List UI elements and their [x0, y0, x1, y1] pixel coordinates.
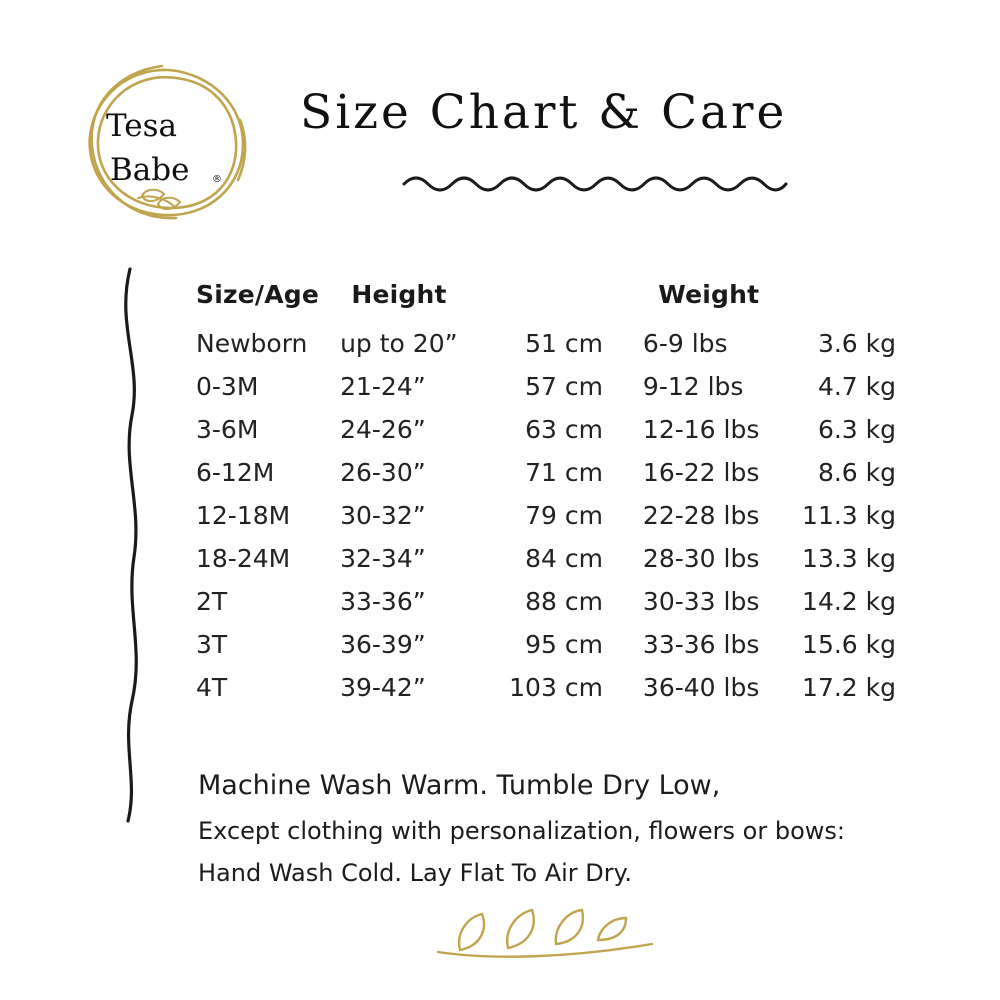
cell-weight-lb: 6-9 lbs — [642, 329, 728, 358]
cell-height-in: 26-30” — [340, 458, 426, 487]
cell-size: 3-6M — [196, 415, 259, 444]
cell-weight-lb: 9-12 lbs — [642, 372, 744, 401]
page-title-text: Size Chart & Care — [300, 85, 788, 140]
cell-size: 12-18M — [196, 501, 291, 530]
cell-weight-kg: 11.3 kg — [802, 501, 897, 530]
column-header-size-age: Size/Age — [196, 280, 320, 309]
cell-weight-kg: 15.6 kg — [802, 630, 897, 659]
cell-weight-kg: 6.3 kg — [817, 415, 897, 444]
column-header-height: Height — [351, 280, 447, 309]
cell-size: 3T — [196, 630, 228, 659]
brand-logo — [72, 58, 262, 233]
table-header-row — [196, 280, 896, 309]
table-row — [196, 331, 896, 356]
cell-weight-kg: 17.2 kg — [802, 673, 897, 702]
cell-height-in: 30-32” — [340, 501, 426, 530]
size-chart-table — [196, 280, 896, 718]
cell-height-in: 39-42” — [340, 673, 426, 702]
table-row — [196, 503, 896, 528]
cell-height-in: 36-39” — [340, 630, 426, 659]
table-row — [196, 460, 896, 485]
cell-height-in: 24-26” — [340, 415, 426, 444]
cell-height-cm: 51 cm — [525, 329, 603, 358]
brand-name-line2: Babe — [110, 152, 190, 188]
leaf-ornament-icon — [430, 900, 660, 980]
cell-weight-kg: 4.7 kg — [817, 372, 897, 401]
cell-height-in: 21-24” — [340, 372, 426, 401]
cell-weight-lb: 22-28 lbs — [642, 501, 760, 530]
table-row — [196, 632, 896, 657]
care-line-1: Machine Wash Warm. Tumble Dry Low, — [198, 770, 721, 801]
cell-weight-kg: 13.3 kg — [802, 544, 897, 573]
cell-height-cm: 57 cm — [525, 372, 603, 401]
cell-height-cm: 79 cm — [525, 501, 603, 530]
cell-weight-lb: 28-30 lbs — [642, 544, 760, 573]
care-line-2: Except clothing with personalization, flowers or bows: — [198, 817, 845, 845]
cell-weight-kg: 8.6 kg — [817, 458, 897, 487]
cell-weight-lb: 16-22 lbs — [642, 458, 760, 487]
left-wavy-divider — [108, 265, 158, 825]
cell-height-cm: 95 cm — [525, 630, 603, 659]
cell-weight-kg: 3.6 kg — [817, 329, 897, 358]
cell-height-cm: 71 cm — [525, 458, 603, 487]
cell-height-cm: 103 cm — [509, 673, 603, 702]
table-row — [196, 675, 896, 700]
column-header-weight: Weight — [658, 280, 760, 309]
table-row — [196, 589, 896, 614]
page-title — [290, 62, 830, 166]
cell-size: 6-12M — [196, 458, 275, 487]
title-squiggle-divider — [400, 168, 790, 202]
cell-height-cm: 84 cm — [525, 544, 603, 573]
brand-name-line1: Tesa — [106, 108, 178, 144]
cell-height-cm: 63 cm — [525, 415, 603, 444]
cell-height-in: up to 20” — [340, 329, 458, 358]
table-row — [196, 374, 896, 399]
cell-size: Newborn — [196, 329, 308, 358]
cell-weight-lb: 33-36 lbs — [642, 630, 760, 659]
care-instructions — [198, 770, 898, 901]
cell-height-in: 32-34” — [340, 544, 426, 573]
cell-weight-lb: 36-40 lbs — [642, 673, 760, 702]
cell-height-cm: 88 cm — [525, 587, 603, 616]
cell-size: 4T — [196, 673, 228, 702]
cell-weight-lb: 30-33 lbs — [642, 587, 760, 616]
cell-height-in: 33-36” — [340, 587, 426, 616]
cell-size: 2T — [196, 587, 228, 616]
cell-size: 18-24M — [196, 544, 291, 573]
table-row — [196, 417, 896, 442]
registered-mark: ® — [212, 174, 222, 185]
care-line-3: Hand Wash Cold. Lay Flat To Air Dry. — [198, 859, 633, 887]
cell-weight-kg: 14.2 kg — [802, 587, 897, 616]
cell-weight-lb: 12-16 lbs — [642, 415, 760, 444]
cell-size: 0-3M — [196, 372, 259, 401]
table-row — [196, 546, 896, 571]
